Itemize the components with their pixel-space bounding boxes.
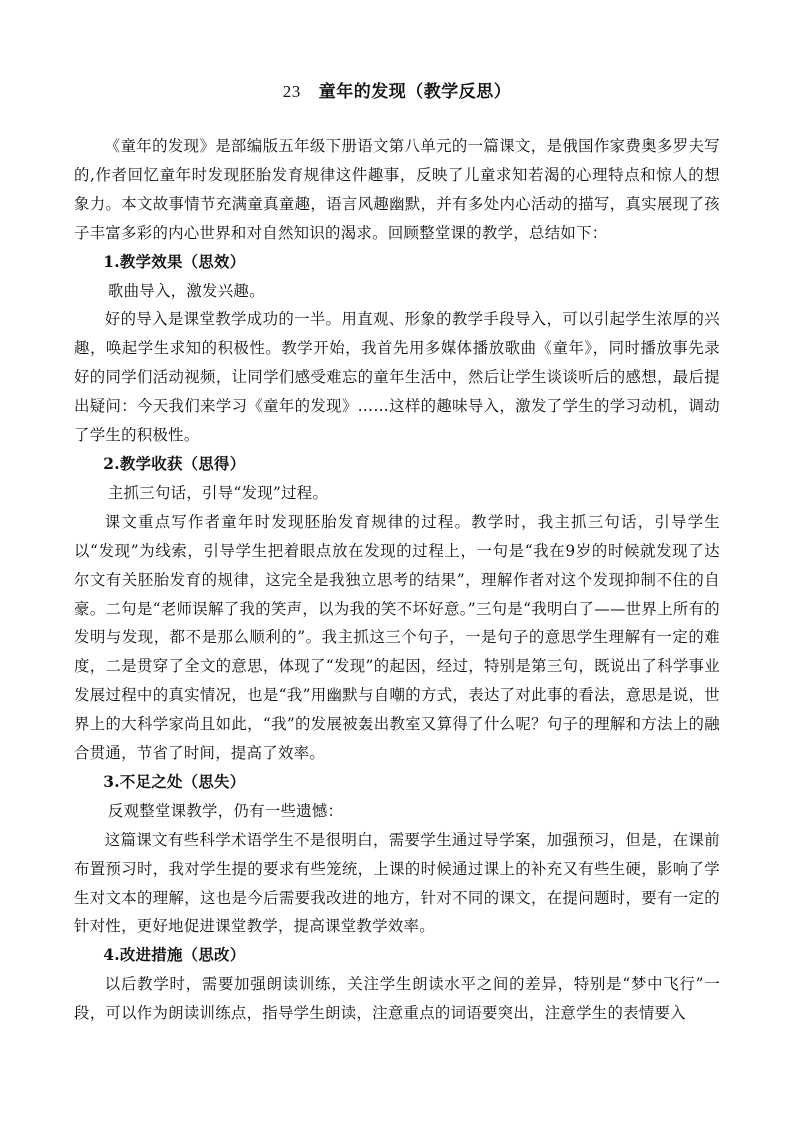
document-page [74, 78, 720, 1028]
section-1-lead: 歌曲导入，激发兴趣。 [107, 281, 265, 300]
section-3-heading: 3.不足之处（思失） [103, 772, 246, 791]
section-3-body: 这篇课文有些科学术语学生不是很明白，需要学生通过导学案，加强预习，但是，在课前布置预习时，我对学生提的要求有些笼统，上课的时候通过课上的补充又有些生硬，影响了学生对文本的理解，这也是今后需要我改进的地方，针对不同的课文，在提问题时，要有一定的针对性，更好地促进课堂教学，提高课堂教学效率。 [74, 830, 720, 936]
page-title [74, 78, 720, 106]
section-2-lead: 主抓三句话，引导“发现”过程。 [107, 483, 329, 502]
lesson-title: 童年的发现（教学反思） [318, 82, 512, 102]
section-1-body: 好的导入是课堂教学成功的一半。用直观、形象的教学手段导入，可以引起学生浓厚的兴趣，唤起学生求知的积极性。教学开始，我首先用多媒体播放歌曲《童年》，同时播放事先录好的同学们活动视频，让同学们感受难忘的童年生活中，然后让学生谈谈听后的感想，最后提出疑问：今天我们来学习《童年的发现》……这样的趣味导入，激发了学生的学习动机，调动了学生的积极性。 [74, 310, 720, 445]
section-4-heading: 4.改进措施（思改） [103, 946, 246, 965]
lesson-number: 23 [282, 82, 301, 101]
intro-paragraph: 《童年的发现》是部编版五年级下册语文第八单元的一篇课文，是俄国作家费奥多罗夫写的,作者回忆童年时发现胚胎发育规律这件趣事，反映了儿童求知若渴的心理特点和惊人的想象力。本文故事情节充满童真童趣，语言风趣幽默，并有多处内心活动的描写，真实展现了孩子丰富多彩的内心世界和对自然知识的渴求。回顾整堂课的教学，总结如下： [74, 137, 720, 242]
section-4-body: 以后教学时，需要加强朗读训练，关注学生朗读水平之间的差异，特别是“梦中飞行”一段，可以作为朗读训练点，指导学生朗读，注意重点的词语要突出，注意学生的表情要入 [74, 975, 720, 1023]
section-1-heading: 1.教学效果（思效） [103, 252, 246, 271]
section-3-lead: 反观整堂课教学，仍有一些遗憾： [107, 801, 344, 820]
section-2-heading: 2.教学收获（思得） [103, 454, 246, 473]
section-2-body: 课文重点写作者童年时发现胚胎发育规律的过程。教学时，我主抓三句话，引导学生以“发现”为线索，引导学生把着眼点放在发现的过程上，一句是“我在9岁的时候就发现了达尔文有关胚胎发育的规律，这完全是我独立思考的结果”，理解作者对这个发现抑制不住的自豪。二句是“老师误解了我的笑声，以为我的笑不坏好意。”三句是“我明白了——世界上所有的发明与发现，都不是那么顺利的”。我主抓这三个句子，一是句子的意思学生理解有一定的难度，二是贯穿了全文的意思，体现了“发现”的起因，经过，特别是第三句，既说出了科学事业发展过程中的真实情况，也是“我”用幽默与自嘲的方式，表达了对此事的看法，意思是说，世界上的大科学家尚且如此，“我”的发展被轰出教室又算得了什么呢？句子的理解和方法上的融合贯通，节省了时间，提高了效率。 [74, 512, 720, 763]
